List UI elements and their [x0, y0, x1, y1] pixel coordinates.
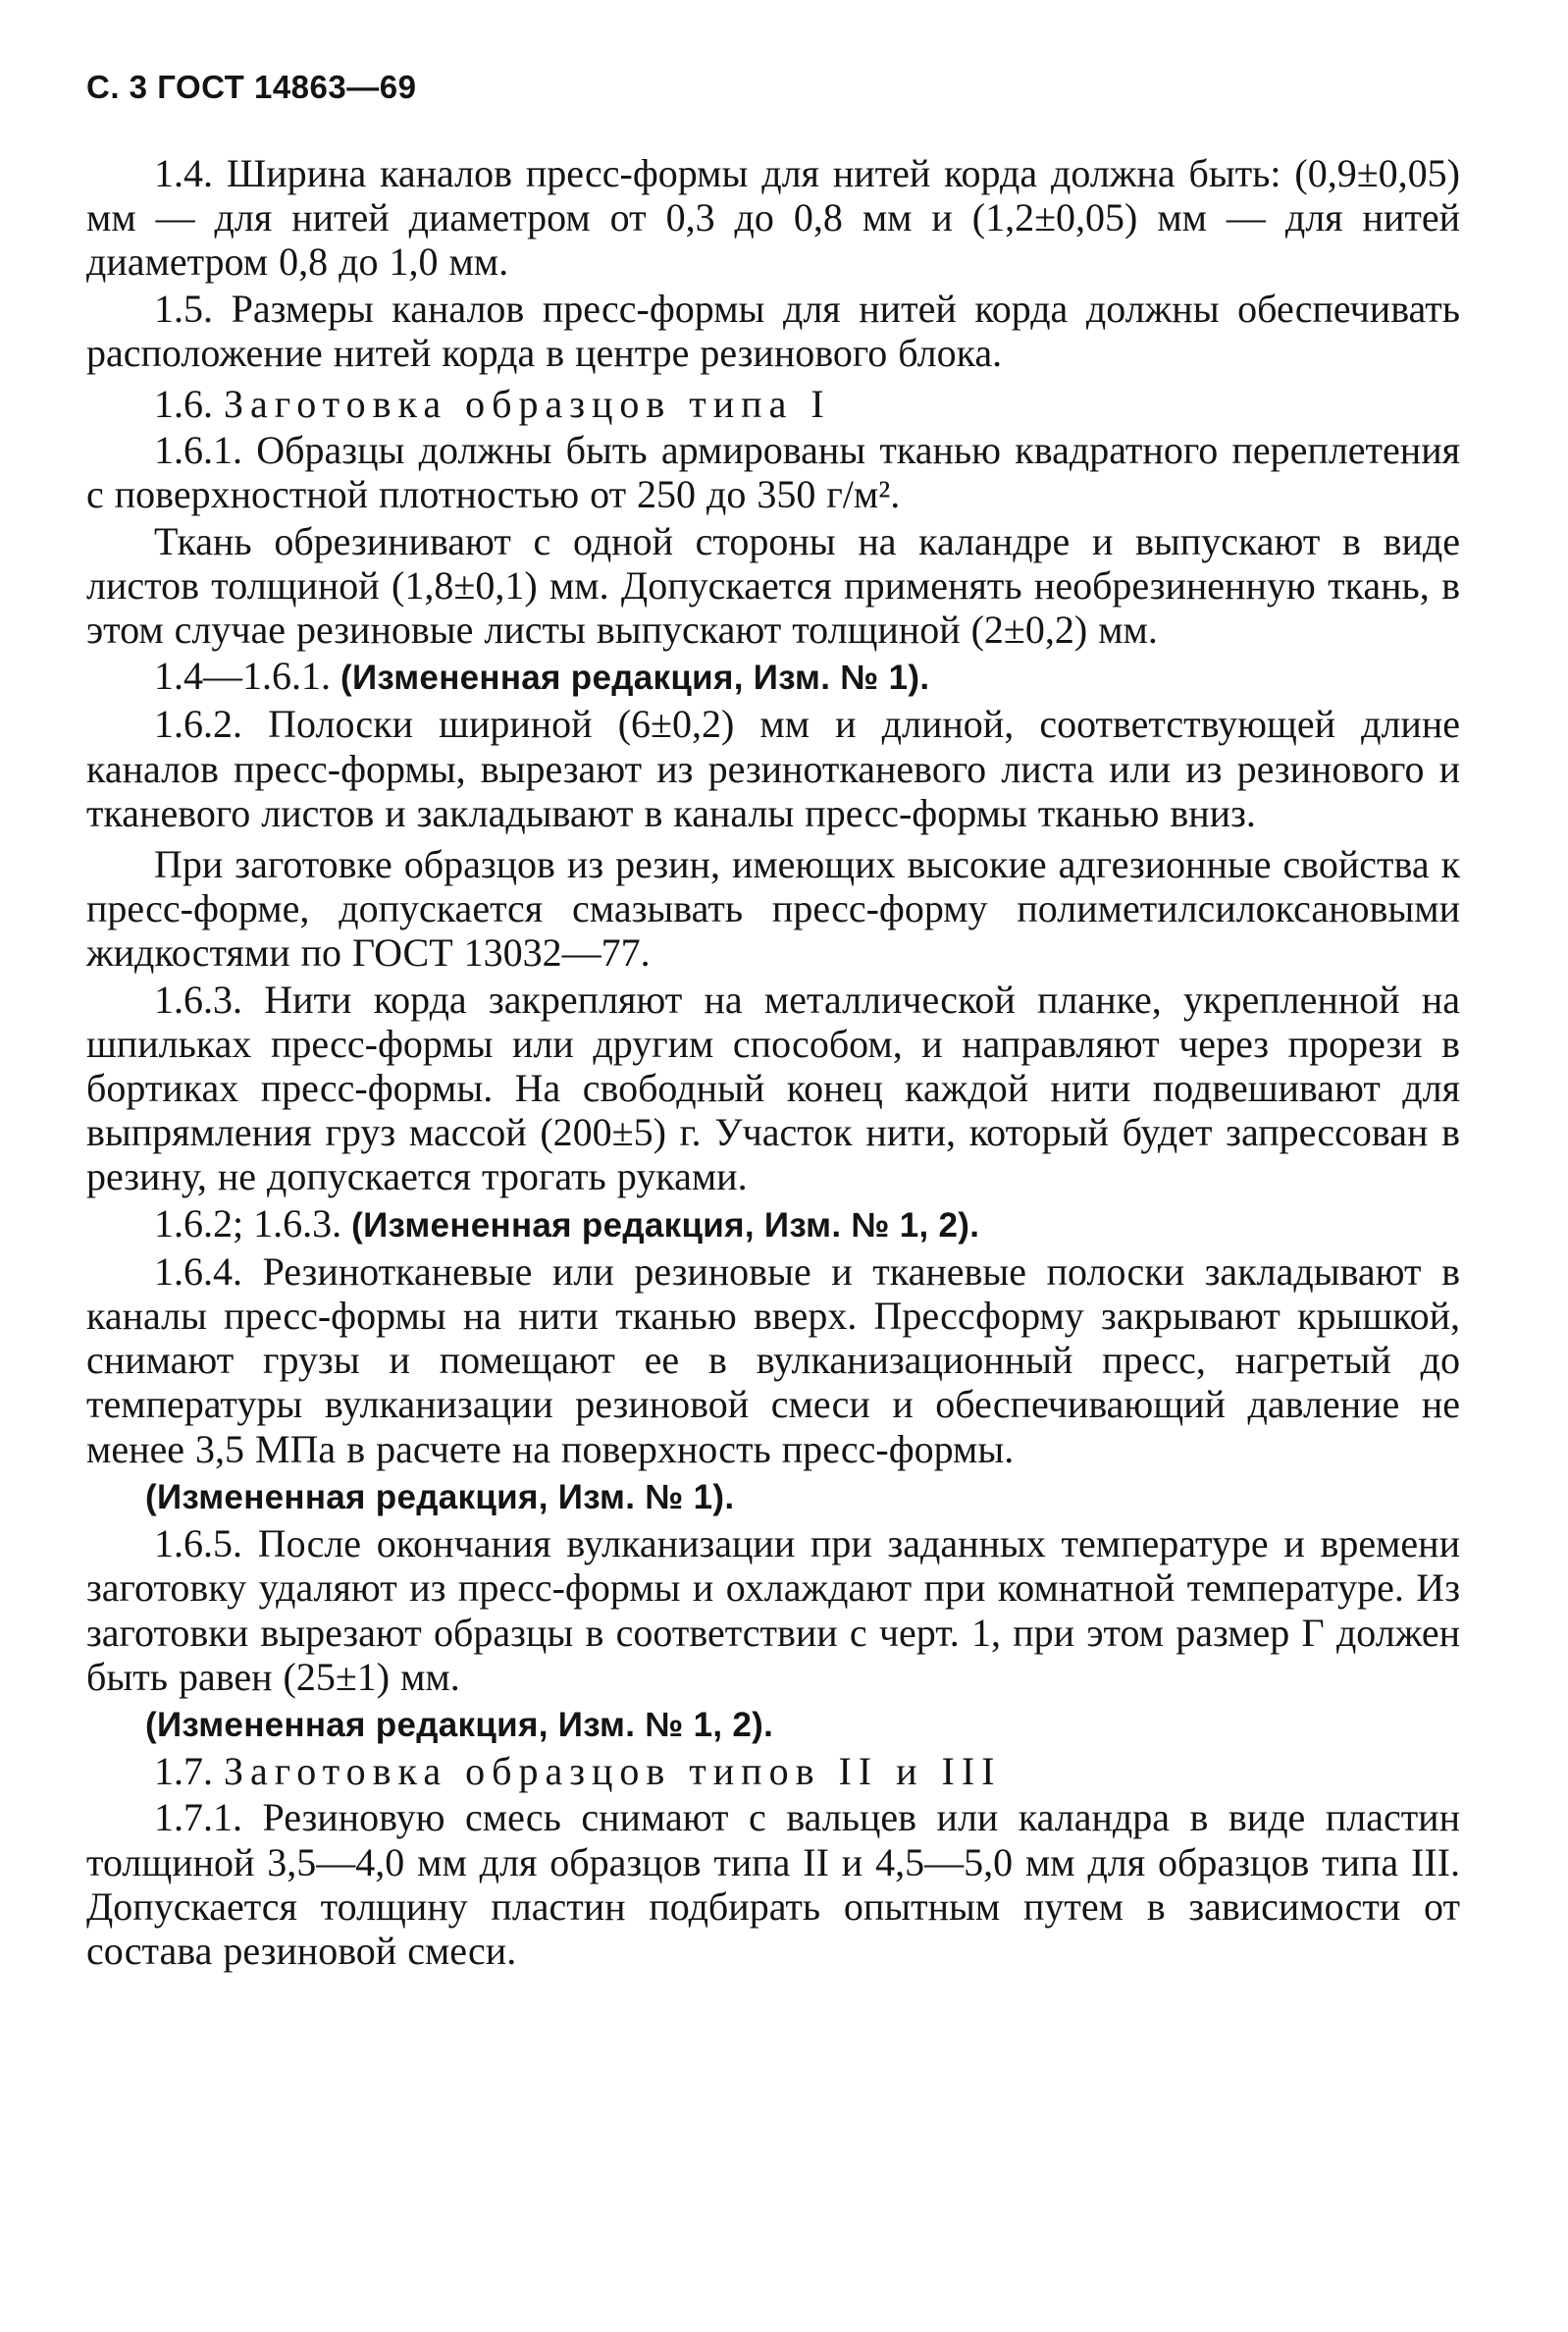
amendment-prefix: 1.4—1.6.1. — [154, 654, 340, 699]
clause-1-6-2-cont: При заготовке образцов из резин, имеющих высокие адгезионные свойства к пресс-форме, допускается смазывать пресс-форму полиметилсилоксановыми жидкостями по ГОСТ 13032—77. — [86, 842, 1460, 976]
amendment-text: (Измененная редакция, Изм. № 1). — [340, 659, 930, 698]
amendment-note — [86, 1201, 1460, 1247]
clause-1-6-5: 1.6.5. После окончания вулканизации при заданных температуре и времени заготовку удаляют из пресс-формы и охлаждают при комнатной температуре. Из заготовки вырезают образцы в соответствии с черт. 1, при этом размер Г должен быть равен (25±1) мм. — [86, 1521, 1460, 1699]
amendment-note — [86, 654, 1460, 700]
clause-1-6-1: 1.6.1. Образцы должны быть армированы тканью квадратного переплетения с поверхностной плотностью от 250 до 350 г/м². — [86, 428, 1460, 517]
clause-1-7-1: 1.7.1. Резиновую смесь снимают с вальцев или каландра в виде пластин толщиной 3,5—4,0 мм для образцов типа II и 4,5—5,0 мм для образцов типа III. Допускается толщину пластин подбирать опытным путем в зависимости от состава резиновой смеси. — [86, 1795, 1460, 1973]
clause-1-4: 1.4. Ширина каналов пресс-формы для нитей корда должна быть: (0,9±0,05) мм — для нитей диаметром от 0,3 до 0,8 мм и (1,2±0,05) мм — для нитей диаметром 0,8 до 1,0 мм. — [86, 151, 1460, 285]
clause-1-6-1-cont: Ткань обрезинивают с одной стороны на каландре и выпускают в виде листов толщиной (1,8±0,1) мм. Допускается применять необрезиненную ткань, в этом случае резиновые листы выпускают толщиной (2±0,2) мм. — [86, 518, 1460, 653]
clause-1-5: 1.5. Размеры каналов пресс-формы для нитей корда должны обеспечивать расположение нитей корда в центре резинового блока. — [86, 286, 1460, 375]
amendment-text: (Измененная редакция, Изм. № 1, 2). — [351, 1205, 980, 1245]
section-number: 1.7. — [154, 1749, 213, 1794]
clause-1-6-2: 1.6.2. Полоски шириной (6±0,2) мм и длиной, соответствующей длине каналов пресс-формы, вырезают из резинотканевого листа или из резинового и тканевого листов и закладывают в каналы пресс-формы тканью вниз. — [86, 702, 1460, 835]
section-title: Заготовка образцов типа I — [224, 382, 831, 427]
clause-1-6-3: 1.6.3. Нити корда закрепляют на металлической планке, укрепленной на шпильках пресс-формы или другим способом, и направляют через прорези в бортиках пресс-формы. На свободный конец каждой нити подвешивают для выпрямления груз массой (200±5) г. Участок нити, который будет запрессован в резину, не допускается трогать руками. — [86, 977, 1460, 1199]
amendment-prefix: 1.6.2; 1.6.3. — [154, 1200, 352, 1246]
section-title: Заготовка образцов типов II и III — [224, 1749, 1002, 1794]
section-number: 1.6. — [154, 382, 213, 427]
section-heading-1-6 — [86, 382, 1460, 426]
section-heading-1-7 — [86, 1749, 1460, 1793]
amendment-note — [86, 1701, 1460, 1747]
amendment-text: (Измененная редакция, Изм. № 1). — [145, 1477, 735, 1516]
amendment-text: (Измененная редакция, Изм. № 1, 2). — [145, 1705, 774, 1744]
page-header: С. 3 ГОСТ 14863—69 — [86, 69, 417, 105]
clause-1-6-4: 1.6.4. Резинотканевые или резиновые и тканевые полоски закладывают в каналы пресс-формы на нити тканью вверх. Прессформу закрывают крышкой, снимают грузы и помещают ее в вулканизационный пресс, нагретый до температуры вулканизации резиновой смеси и обеспечивающий давление не менее 3,5 МПа в расчете на поверхность пресс-формы. — [86, 1248, 1460, 1471]
document-page — [86, 69, 1460, 1975]
amendment-note — [86, 1473, 1460, 1519]
